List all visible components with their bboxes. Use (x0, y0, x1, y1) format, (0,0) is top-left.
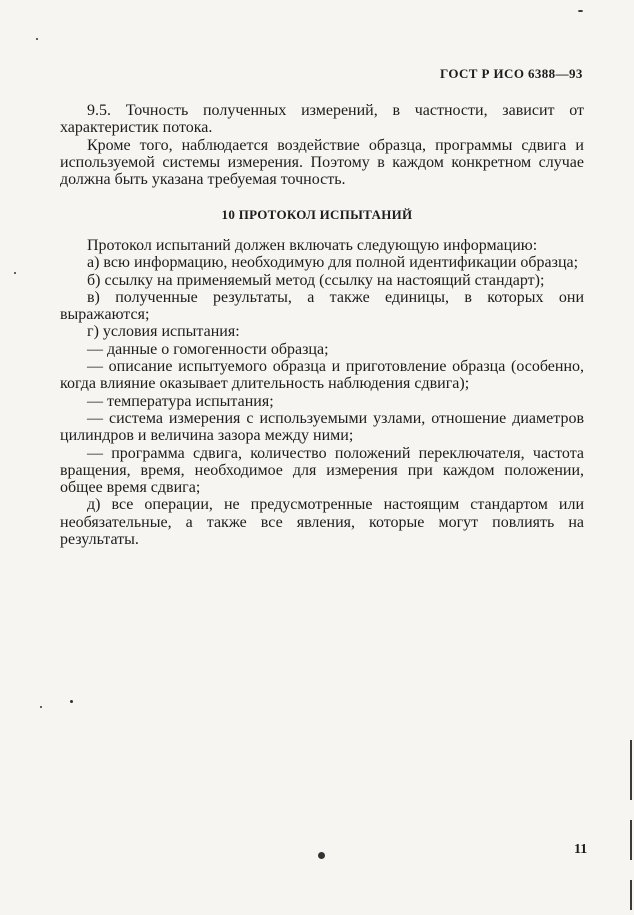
scan-speck (14, 272, 16, 274)
sub-item-shear-program: — программа сдвига, количество положений переключателя, частота вращения, время, необходимое для измерения при каждом положении, общее время сдвига; (60, 444, 584, 497)
list-item-b: б) ссылку на применяемый метод (ссылку на настоящий стандарт); (87, 271, 545, 289)
list-item-a: а) всю информацию, необходимую для полной идентификации образца; (87, 254, 579, 272)
section-10-text (60, 237, 584, 548)
scan-speck (318, 852, 325, 859)
section-10-title: 10 ПРОТОКОЛ ИСПЫТАНИЙ (221, 207, 413, 222)
scan-edge-mark (630, 820, 632, 860)
scan-speck (70, 700, 73, 703)
paragraph-intro: Протокол испытаний должен включать следующую информацию: (87, 237, 538, 254)
scan-speck (40, 706, 42, 708)
list-item-v: в) полученные результаты, а также единицы, в которых они выражаются; (60, 288, 584, 324)
scan-edge-mark (630, 740, 632, 800)
sub-item-measuring-system: — система измерения с используемыми узлами, отношение диаметров цилиндров и величина зазора между ними; (60, 409, 584, 445)
list-item-d: д) все операции, не предусмотренные настоящим стандартом или необязательные, а также все явления, которые могут повлиять на результаты. (60, 496, 584, 549)
sub-item-temperature: — температура испытания; (87, 392, 274, 410)
section-9-text (60, 102, 584, 188)
paragraph-9-5-continued: Кроме того, наблюдается воздействие образца, программы сдвига и используемой системы измерения. Поэтому в каждом конкретном случае должна быть указана требуемая точность. (60, 136, 584, 189)
scan-edge-mark (630, 880, 632, 910)
paragraph-9-5: 9.5. Точность полученных измерений, в частности, зависит от характеристик потока. (60, 102, 584, 137)
sub-item-homogeneity: — данные о гомогенности образца; (87, 340, 329, 358)
scan-speck (578, 10, 583, 12)
sub-item-sample-description: — описание испытуемого образца и приготовление образца (особенно, когда влияние оказывает длительность наблюдения сдвига); (60, 358, 584, 393)
page-number: 11 (574, 842, 588, 857)
list-item-g: г) условия испытания: (87, 323, 240, 341)
scan-speck (36, 38, 38, 40)
page-header-standard: ГОСТ Р ИСО 6388—93 (440, 66, 583, 81)
